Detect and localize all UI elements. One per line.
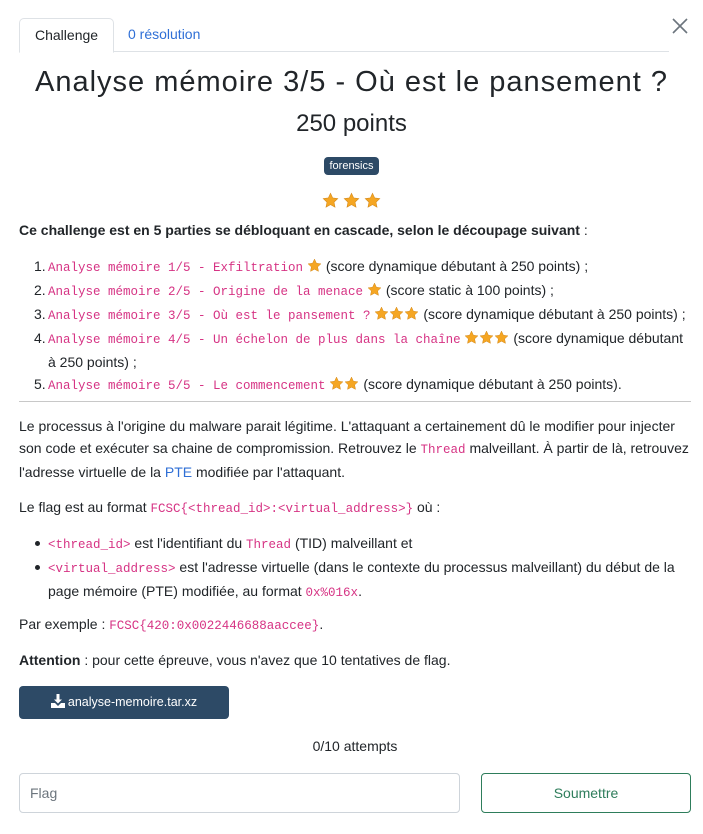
inline-code: Thread (246, 538, 292, 552)
part-desc-wrap: à 250 points) ; (48, 354, 137, 370)
example-lead: Par exemple : (19, 616, 110, 632)
parts-list (34, 255, 688, 397)
star-icon (367, 282, 382, 297)
list-item (34, 373, 688, 397)
format-lead: Le flag est au format (19, 499, 151, 515)
list-item (34, 327, 688, 373)
inline-code: Thread (420, 443, 466, 457)
star-icon (374, 306, 389, 321)
part-link[interactable]: Analyse mémoire 3/5 - Où est le pansement ? (48, 309, 371, 323)
star-icon (494, 330, 509, 345)
download-label: analyse-memoire.tar.xz (67, 695, 198, 709)
download-button[interactable] (19, 686, 229, 719)
attention-label: Attention (19, 652, 81, 668)
attention-text: : pour cette épreuve, vous n'avez que 10 tentatives de flag. (80, 652, 451, 668)
part-link[interactable]: Analyse mémoire 1/5 - Exfiltration (48, 261, 304, 275)
list-item (34, 279, 688, 303)
format-tail: où : (413, 499, 441, 515)
inline-code: <thread_id> (48, 538, 131, 552)
tab-challenge[interactable]: Challenge (19, 18, 114, 53)
star-icon (464, 330, 479, 345)
star-icon (364, 192, 381, 209)
description-line: Le processus à l'origine du malware parait légitime. L'attaquant a certainement dû le modifier pour injecter (19, 418, 675, 434)
star-icon (307, 258, 322, 273)
category-badge[interactable]: forensics (324, 157, 378, 175)
bullet-text: (TID) malveillant et (291, 535, 413, 551)
description-line: son code et exécuter sa chaine de compromission. Retrouvez le (19, 440, 421, 456)
close-icon[interactable] (669, 15, 691, 37)
part-link[interactable]: Analyse mémoire 5/5 - Le commencement (48, 379, 326, 393)
list-number: 4. (34, 330, 46, 346)
star-icon (343, 192, 360, 209)
example (19, 613, 689, 637)
star-icon (329, 376, 344, 391)
star-icon (344, 376, 359, 391)
part-link[interactable]: Analyse mémoire 4/5 - Un échelon de plus dans la chaîne (48, 333, 461, 347)
challenge-points: 250 points (296, 110, 407, 137)
attempts-counter: 0/10 attempts (312, 738, 398, 754)
inline-code: FCSC{<thread_id>:<virtual_address>} (150, 502, 414, 516)
intro-tail: : (579, 222, 588, 238)
challenge-title: Analyse mémoire 3/5 - Où est le pansement ? (35, 66, 668, 98)
part-desc: (score dynamique débutant à 250 points) ; (325, 258, 589, 274)
pte-link[interactable]: PTE (164, 464, 193, 480)
list-number: 3. (34, 306, 46, 322)
difficulty-stars (0, 191, 703, 209)
intro-bold: Ce challenge est en 5 parties se débloquant en cascade, selon le découpage suivant (19, 222, 580, 238)
description (19, 415, 689, 483)
tab-bar (19, 14, 669, 52)
star-icon (322, 192, 339, 209)
example-tail: . (319, 616, 324, 632)
tab-resolutions[interactable]: 0 résolution (128, 26, 201, 42)
download-icon (51, 694, 65, 708)
list-item (34, 303, 688, 327)
bullet-text: est l'adresse virtuelle (dans le contexte du processus malveillant) du début de la (175, 559, 675, 575)
list-number: 1. (34, 258, 46, 274)
attention-note (19, 649, 689, 671)
part-desc: (score dynamique débutant à 250 points). (363, 376, 622, 392)
part-desc: (score dynamique débutant à 250 points) ; (423, 306, 686, 322)
bullet-text: . (358, 583, 362, 599)
flag-format (19, 496, 689, 520)
divider (19, 401, 691, 402)
bullet-text: page mémoire (PTE) modifiée, au format (48, 583, 306, 599)
part-desc: (score dynamique débutant (513, 330, 684, 346)
part-desc: (score static à 100 points) ; (385, 282, 554, 298)
list-number: 5. (34, 376, 46, 392)
submit-button[interactable]: Soumettre (481, 773, 691, 813)
intro-text (19, 220, 689, 240)
star-icon (479, 330, 494, 345)
list-number: 2. (34, 282, 46, 298)
description-line: l'adresse virtuelle de la (19, 464, 165, 480)
list-item (48, 556, 688, 604)
list-item (48, 532, 688, 556)
part-link[interactable]: Analyse mémoire 2/5 - Origine de la menace (48, 285, 364, 299)
star-icon (389, 306, 404, 321)
inline-code: FCSC{420:0x0022446688aaccee} (109, 619, 320, 633)
bullet-text: est l'identifiant du (130, 535, 247, 551)
inline-code: <virtual_address> (48, 562, 176, 576)
flag-input[interactable] (19, 773, 460, 813)
description-line: malveillant. À partir de là, retrouvez (465, 440, 689, 456)
format-bullets (48, 532, 688, 604)
list-item (34, 255, 688, 279)
inline-code: 0x%016x (305, 586, 359, 600)
description-line: modifiée par l'attaquant. (192, 464, 345, 480)
star-icon (404, 306, 419, 321)
